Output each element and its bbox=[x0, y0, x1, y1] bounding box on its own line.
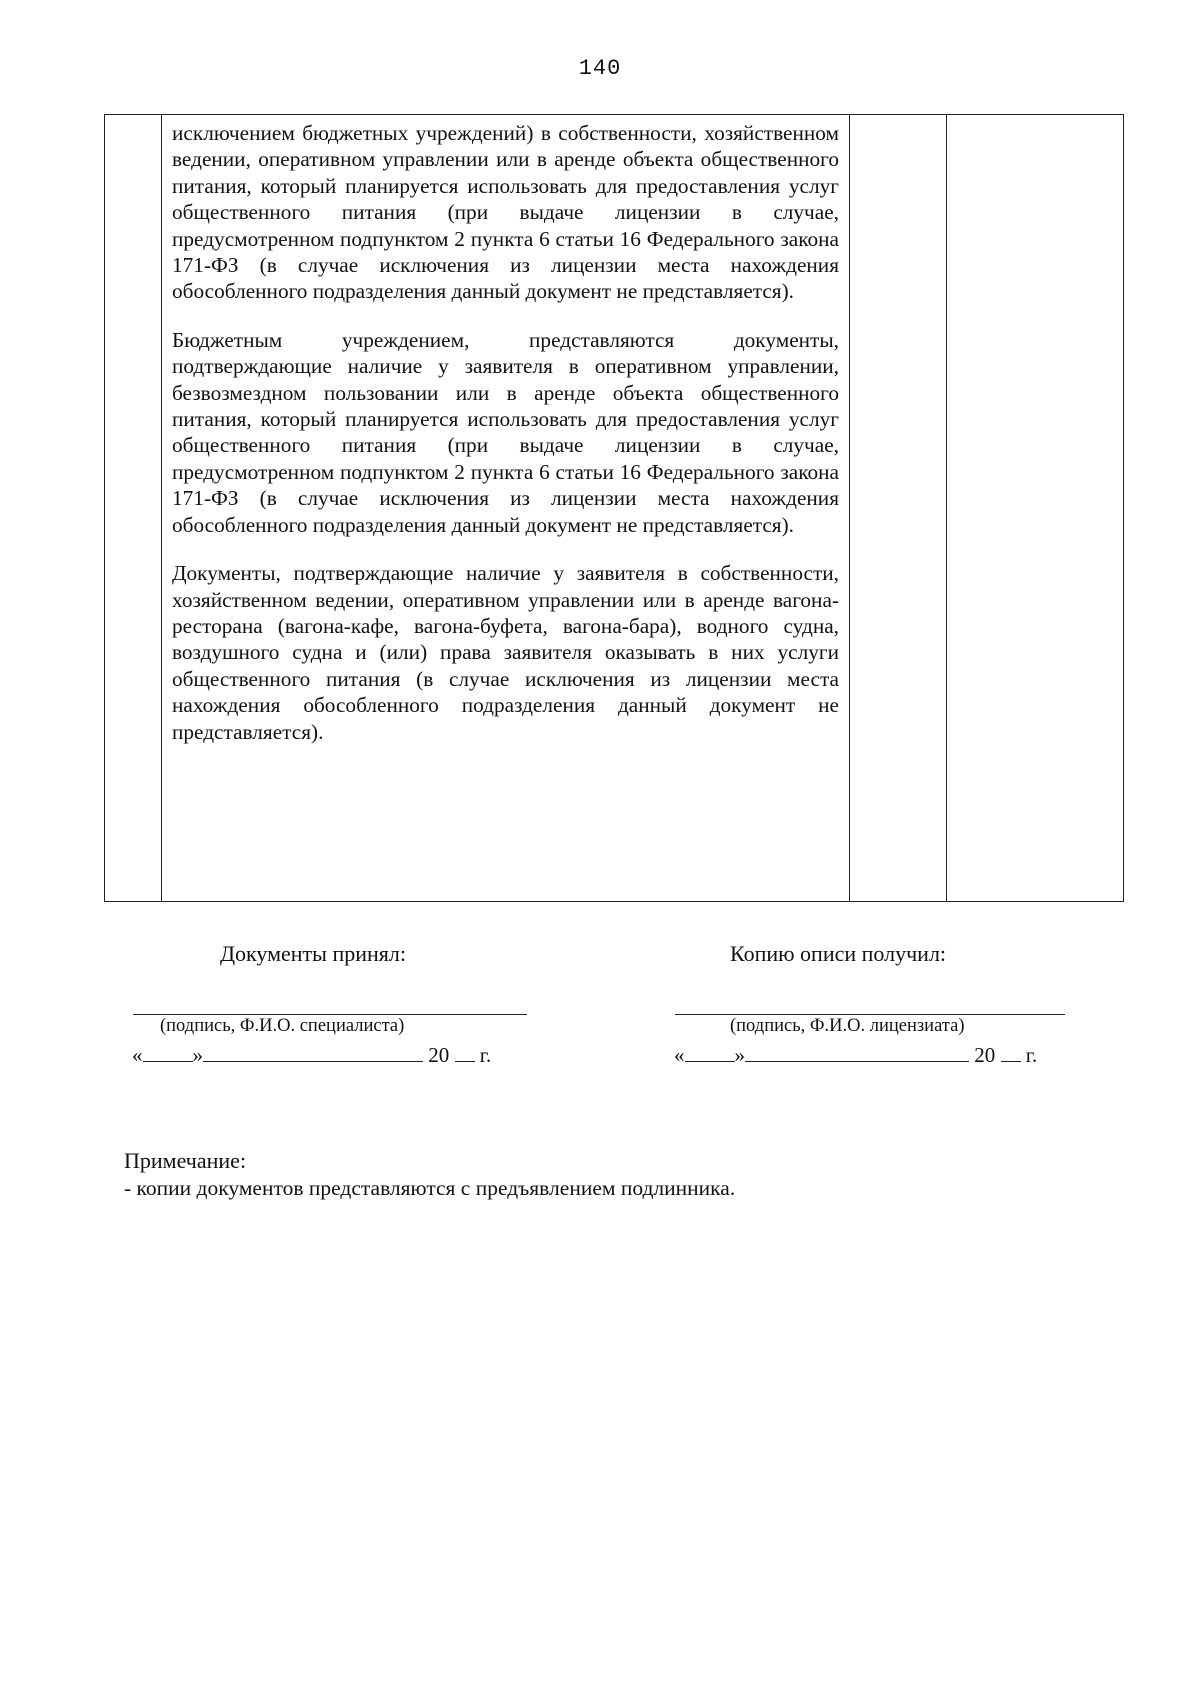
page-number: 140 bbox=[578, 56, 622, 81]
paragraph-budget-institution: Бюджетным учреждением, представляются документы, подтверждающие наличие у заявителя в оперативном управлении, безвозмездном пользовании или в аренде объекта общественного питания, который планируется использовать для предоставления услуг общественного питания (при выдаче лицензии в случае, предусмотренном подпунктом 2 пункта 6 статьи 16 Федерального закона 171-ФЗ (в случае исключения из лицензии места нахождения обособленного подразделения данный документ не представляется). bbox=[172, 327, 839, 537]
month-blank bbox=[203, 1043, 423, 1062]
year-blank bbox=[455, 1043, 475, 1062]
paragraph-transport-catering: Документы, подтверждающие наличие у заявителя в собственности, хозяйственном ведении, оперативном управлении или в аренде вагона-ресторана (вагона-кафе, вагона-буфета, вагона-бара), водного судна, воздушного судна и (или) права заявителя оказывать в них услуги общественного питания (в случае исключения из лицензии места нахождения обособленного подразделения данный документ не представляется). bbox=[172, 561, 839, 744]
paragraph-ownership: исключением бюджетных учреждений) в собственности, хозяйственном ведении, оперативном управлении или в аренде объекта общественного питания, который планируется использовать для предоставления услуг общественного питания (при выдаче лицензии в случае, предусмотренном подпунктом 2 пункта 6 статьи 16 Федерального закона 171-ФЗ (в случае исключения из лицензии места нахождения обособленного подразделения данный документ не представляется). bbox=[172, 121, 839, 304]
month-blank bbox=[745, 1043, 969, 1062]
number-cell bbox=[105, 115, 162, 902]
licensee-signature-line bbox=[675, 1014, 1065, 1015]
licensee-signature-caption: (подпись, Ф.И.О. лицензиата) bbox=[730, 1016, 965, 1036]
day-blank bbox=[143, 1043, 193, 1062]
note-title: Примечание: bbox=[124, 1148, 247, 1173]
specialist-date-row bbox=[132, 1043, 491, 1068]
close-quote: » bbox=[192, 1043, 203, 1067]
licensee-date-row bbox=[674, 1043, 1037, 1068]
copy-received-heading: Копию описи получил: bbox=[730, 941, 947, 966]
table-row bbox=[105, 115, 1124, 902]
empty-cell-b bbox=[947, 115, 1124, 902]
year-suffix: г. bbox=[1025, 1043, 1038, 1067]
year-prefix: 20 bbox=[428, 1043, 450, 1067]
open-quote: « bbox=[132, 1043, 143, 1067]
note-item: - копии документов представляются с предъявлением подлинника. bbox=[124, 1176, 736, 1200]
year-prefix: 20 bbox=[974, 1043, 996, 1067]
year-suffix: г. bbox=[479, 1043, 492, 1067]
year-blank bbox=[1001, 1043, 1021, 1062]
specialist-signature-line bbox=[133, 1014, 527, 1015]
close-quote: » bbox=[734, 1043, 745, 1067]
day-blank bbox=[685, 1043, 735, 1062]
open-quote: « bbox=[674, 1043, 685, 1067]
document-description-cell bbox=[162, 115, 850, 902]
documents-table bbox=[104, 114, 1124, 902]
empty-cell-a bbox=[850, 115, 947, 902]
specialist-signature-caption: (подпись, Ф.И.О. специалиста) bbox=[160, 1016, 405, 1036]
received-by-heading: Документы принял: bbox=[220, 941, 406, 966]
